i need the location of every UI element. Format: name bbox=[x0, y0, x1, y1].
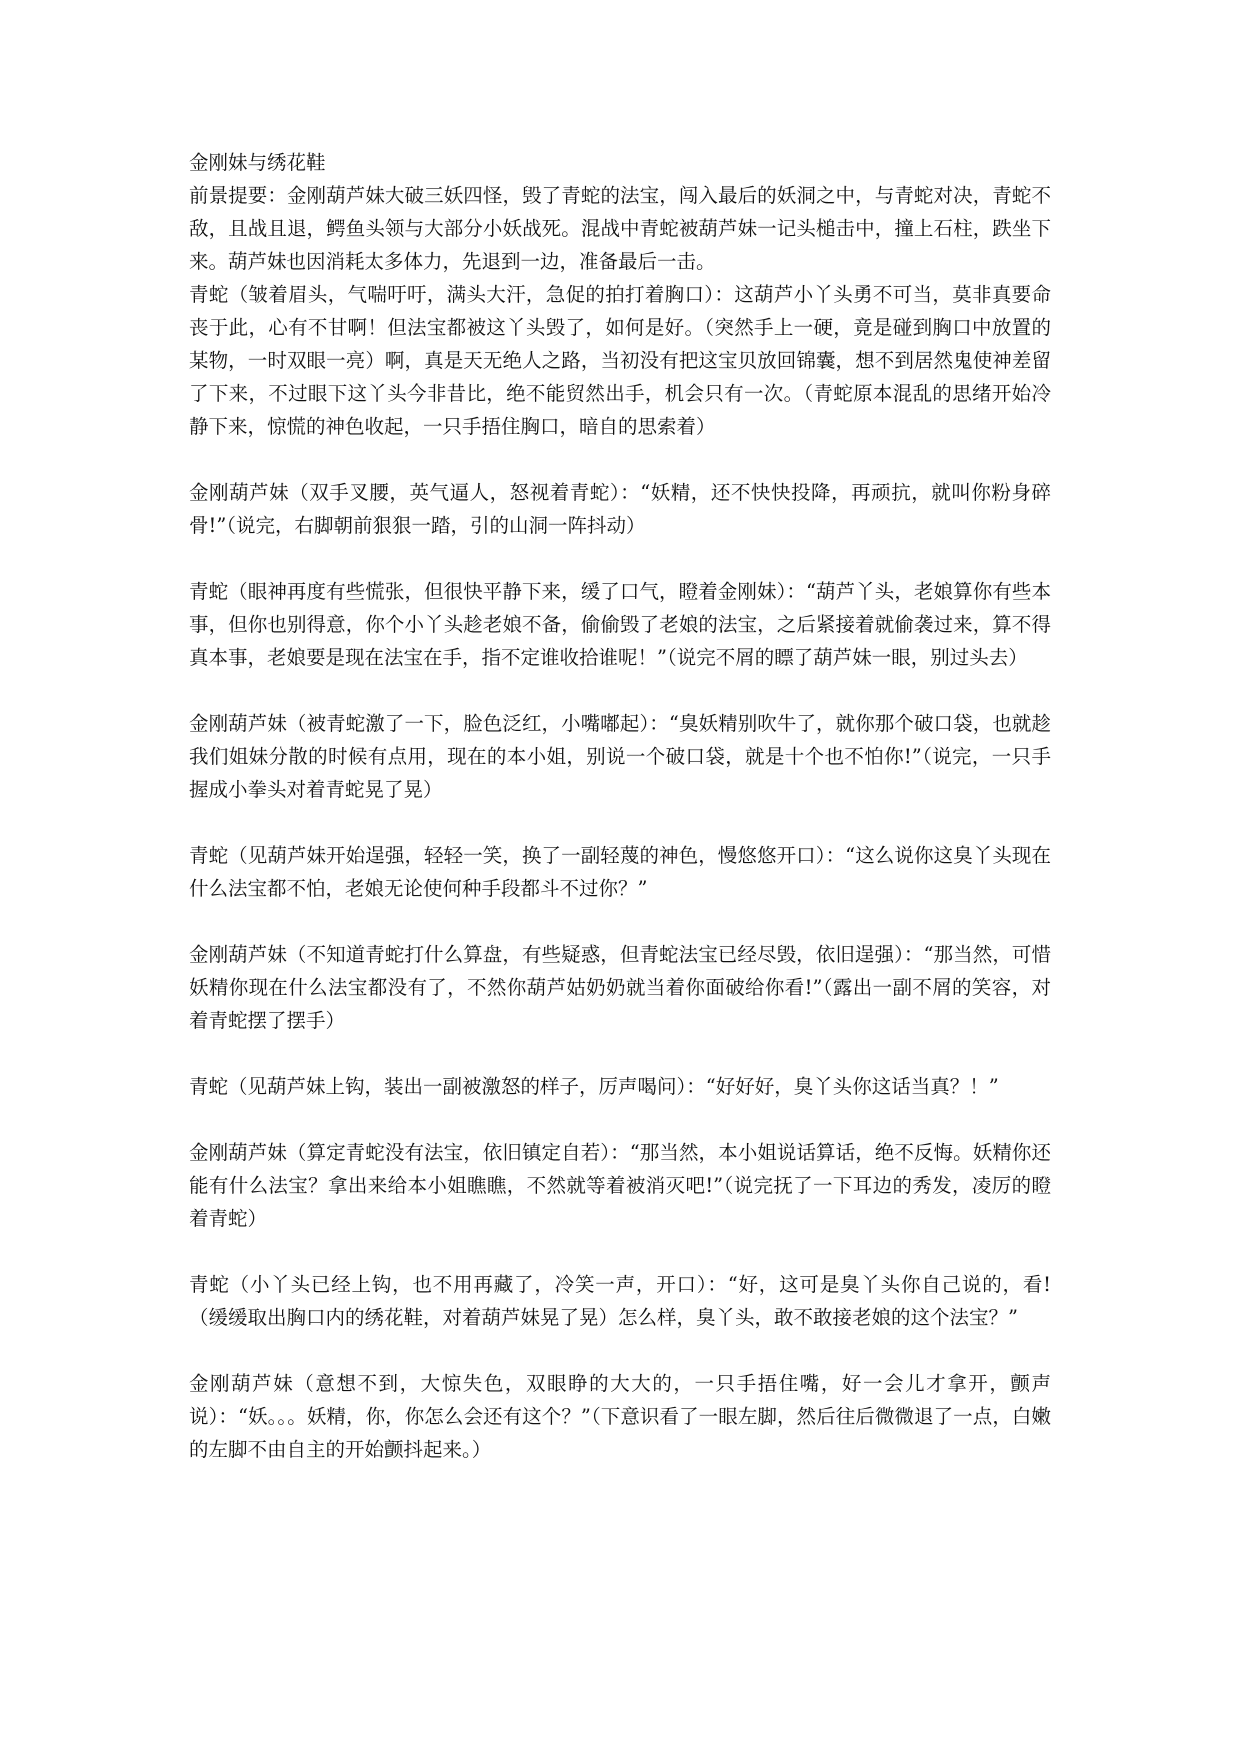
paragraph-6: 青蛇（见葫芦妹上钩，装出一副被激怒的样子，厉声喝问）：“好好好，臭丫头你这话当真？！” bbox=[189, 1075, 999, 1098]
document-page bbox=[189, 146, 1051, 1499]
paragraph-7: 金刚葫芦妹（算定青蛇没有法宝，依旧镇定自若）：“那当然，本小姐说话算话，绝不反悔。妖精你还能有什么法宝？拿出来给本小姐瞧瞧，不然就等着被消灭吧!”（说完抚了一下耳边的秀发，凌厉的瞪着青蛇） bbox=[189, 1141, 1051, 1230]
document-title: 金刚妹与绣花鞋 bbox=[189, 151, 326, 174]
paragraph-2: 青蛇（眼神再度有些慌张，但很快平静下来，缓了口气，瞪着金刚妹）：“葫芦丫头，老娘算你有些本事，但你也别得意，你个小丫头趁老娘不备，偷偷毁了老娘的法宝，之后紧接着就偷袭过来，算不得真本事，老娘要是现在法宝在手，指不定谁收拾谁呢！”（说完不屑的瞟了葫芦妹一眼，别过头去） bbox=[189, 580, 1051, 669]
paragraph-5: 金刚葫芦妹（不知道青蛇打什么算盘，有些疑惑，但青蛇法宝已经尽毁，依旧逞强）：“那当然，可惜妖精你现在什么法宝都没有了，不然你葫芦姑奶奶就当着你面破给你看!”（露出一副不屑的笑容，对着青蛇摆了摆手） bbox=[189, 943, 1051, 1032]
paragraph-3: 金刚葫芦妹（被青蛇激了一下，脸色泛红，小嘴嘟起）：“臭妖精别吹牛了，就你那个破口袋，也就趁我们姐妹分散的时候有点用，现在的本小姐，别说一个破口袋，就是十个也不怕你!”（说完，一只手握成小拳头对着青蛇晃了晃） bbox=[189, 712, 1051, 801]
paragraph-4: 青蛇（见葫芦妹开始逞强，轻轻一笑，换了一副轻蔑的神色，慢悠悠开口）：“这么说你这臭丫头现在什么法宝都不怕，老娘无论使何种手段都斗不过你？” bbox=[189, 844, 1051, 900]
paragraph-9: 金刚葫芦妹（意想不到，大惊失色，双眼睁的大大的，一只手捂住嘴，好一会儿才拿开，颤声说）：“妖。。。妖精，你，你怎么会还有这个？”（下意识看了一眼左脚，然后往后微微退了一点，白嫩的左脚不由自主的开始颤抖起来。） bbox=[189, 1372, 1051, 1461]
paragraph-8: 青蛇（小丫头已经上钩，也不用再藏了，冷笑一声，开口）：“好，这可是臭丫头你自己说的，看!（缓缓取出胸口内的绣花鞋，对着葫芦妹晃了晃）怎么样，臭丫头，敢不敢接老娘的这个法宝？” bbox=[189, 1273, 1051, 1329]
paragraph-0: 前景提要：金刚葫芦妹大破三妖四怪，毁了青蛇的法宝，闯入最后的妖洞之中，与青蛇对决，青蛇不敌，且战且退，鳄鱼头领与大部分小妖战死。混战中青蛇被葫芦妹一记头槌击中，撞上石柱，跌坐下来。葫芦妹也因消耗太多体力，先退到一边，准备最后一击。 青蛇（皱着眉头，气喘吁吁，满头大汗，急促的拍打着胸口）：这葫芦小丫头勇不可当，莫非真要命丧于此，心有不甘啊！但法宝都被这丫头毁了，如何是好。（突然手上一硬，竟是碰到胸口中放置的某物，一时双眼一亮）啊，真是天无绝人之路，当初没有把这宝贝放回锦囊，想不到居然鬼使神差留了下来，不过眼下这丫头今非昔比，绝不能贸然出手，机会只有一次。（青蛇原本混乱的思绪开始冷静下来，惊慌的神色收起，一只手捂住胸口，暗自的思索着） bbox=[189, 184, 1051, 438]
paragraph-group bbox=[189, 179, 1051, 1466]
paragraph-1: 金刚葫芦妹（双手叉腰，英气逼人，怒视着青蛇）：“妖精，还不快快投降，再顽抗，就叫你粉身碎骨!”（说完，右脚朝前狠狠一踏，引的山洞一阵抖动） bbox=[189, 481, 1051, 537]
